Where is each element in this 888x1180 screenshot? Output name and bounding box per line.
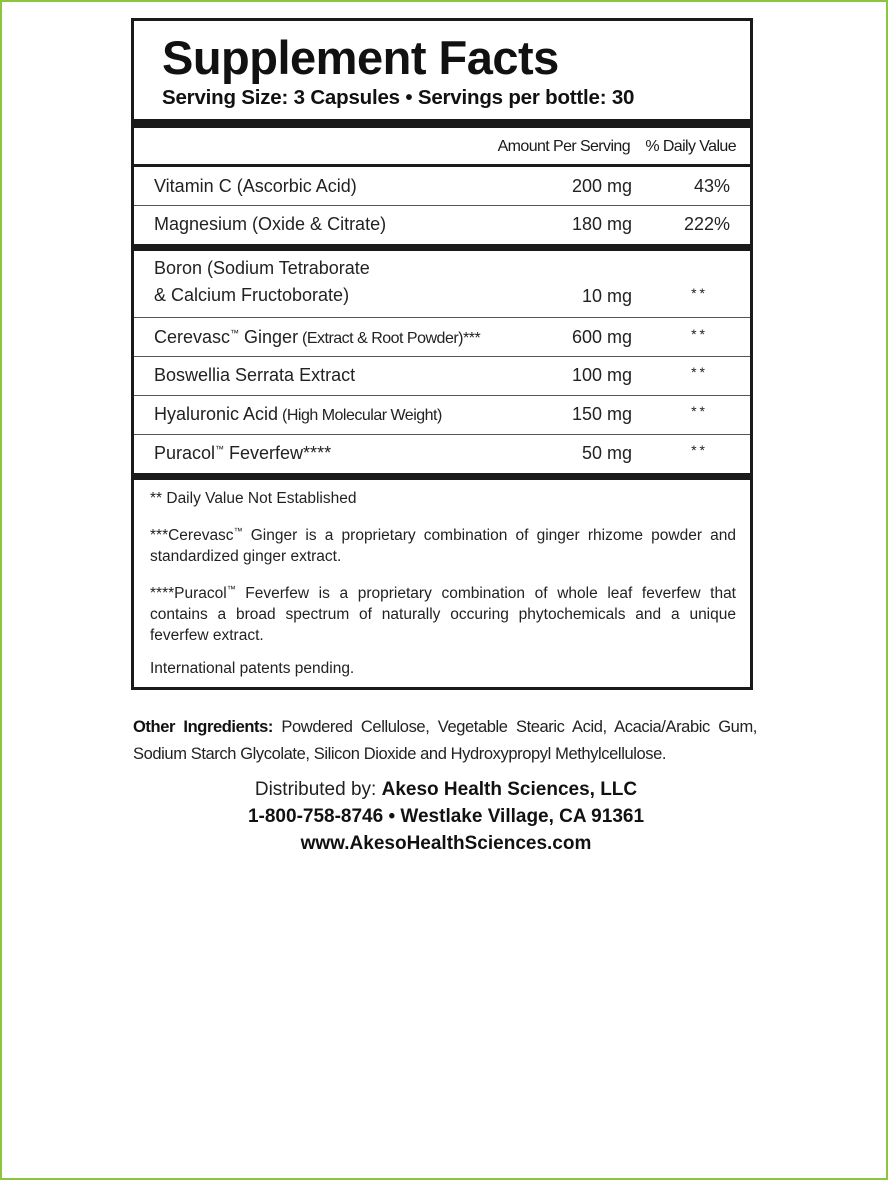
nutrient-row: [134, 167, 750, 206]
ingredient-amount: 100 mg: [571, 365, 632, 385]
column-header-row: [134, 128, 750, 164]
daily-value-header: % Daily Value: [645, 138, 736, 155]
ingredient-name: Cerevasc™ Ginger (Extract & Root Powder)***: [154, 327, 481, 347]
daily-value-note: ** Daily Value Not Established: [150, 490, 357, 507]
ingredient-name: Boron (Sodium Tetraborate: [154, 258, 370, 278]
nutrient-row: [134, 206, 750, 244]
nutrient-daily-value: 43%: [693, 176, 730, 196]
thick-divider: [134, 244, 750, 251]
ingredient-daily-value: **: [691, 364, 708, 380]
ingredient-daily-value: **: [691, 285, 708, 301]
puracol-note: ****Puracol™ Feverfew is a proprietary combination of whole leaf feverfew that contains a broad spectrum of naturally occuring phytochemicals and a unique feverfew extract.: [150, 584, 736, 645]
distributor-contact: 1-800-758-8746 • Westlake Village, CA 91361: [247, 806, 645, 827]
nutrient-amount: 180 mg: [571, 214, 632, 234]
other-ingredients-text: Powdered Cellulose, Vegetable Stearic Acid, Acacia/Arabic Gum, Sodium Starch Glycolate, Silicon Dioxide and Hydroxypropyl Methylcellulose.: [133, 718, 757, 763]
distributor-website: www.AkesoHealthSciences.com: [300, 833, 592, 854]
nutrient-amount: 200 mg: [571, 176, 632, 196]
ingredient-amount: 50 mg: [581, 443, 632, 463]
panel-title: Supplement Facts: [162, 31, 559, 84]
cerevasc-note: ***Cerevasc™ Ginger is a proprietary combination of ginger rhizome powder and standardized ginger extract.: [150, 526, 736, 566]
ingredient-row: [134, 396, 750, 435]
footnotes: [134, 480, 750, 687]
serving-info: Serving Size: 3 Capsules • Servings per bottle: 30: [162, 86, 635, 109]
patents-note: International patents pending.: [150, 660, 355, 678]
other-ingredients: [133, 714, 757, 768]
ingredient-row: [134, 251, 750, 318]
ingredient-daily-value: **: [691, 403, 708, 419]
ingredient-row: [134, 435, 750, 473]
ingredient-name: Hyaluronic Acid (High Molecular Weight): [154, 404, 442, 424]
ingredient-daily-value: **: [691, 326, 708, 342]
distributor-line: Distributed by: Akeso Health Sciences, LLC: [254, 779, 638, 800]
supplement-facts-panel: [131, 18, 753, 690]
other-ingredients-label: Other Ingredients:: [133, 718, 274, 736]
distributor-info: [2, 776, 888, 857]
ingredient-daily-value: **: [691, 442, 708, 458]
ingredient-amount: 150 mg: [571, 404, 632, 424]
nutrient-daily-value: 222%: [683, 214, 730, 234]
ingredient-name-continued: & Calcium Fructoborate): [154, 285, 350, 305]
amount-per-serving-header: Amount Per Serving: [497, 138, 630, 155]
ingredient-row: [134, 357, 750, 396]
nutrient-name: Magnesium (Oxide & Citrate): [154, 214, 387, 234]
ingredient-name: Boswellia Serrata Extract: [154, 365, 356, 385]
ingredient-amount: 600 mg: [571, 327, 632, 347]
nutrient-name: Vitamin C (Ascorbic Acid): [154, 176, 357, 196]
thick-divider: [134, 473, 750, 480]
ingredient-name: Puracol™ Feverfew****: [154, 443, 332, 463]
ingredient-row: [134, 318, 750, 357]
ingredient-amount: 10 mg: [581, 286, 632, 306]
distributor-name: Akeso Health Sciences, LLC: [381, 779, 638, 800]
thick-divider: [134, 119, 750, 128]
